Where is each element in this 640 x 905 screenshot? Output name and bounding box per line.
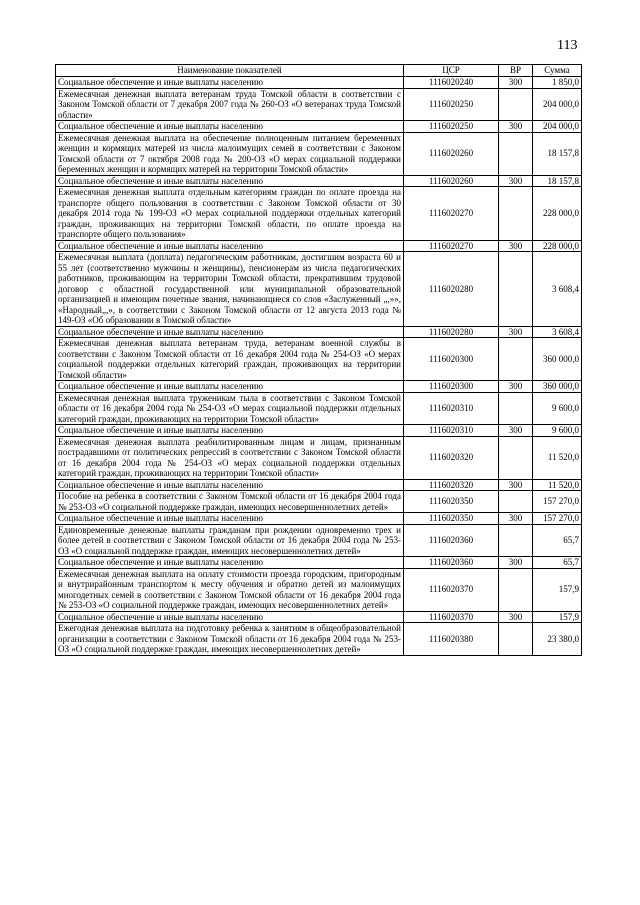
table-row (56, 175, 582, 187)
row-name: Социальное обеспечение и иные выплаты населению (56, 240, 404, 252)
row-vr (499, 491, 533, 513)
table-row (56, 252, 582, 327)
row-vr (499, 568, 533, 611)
row-csr: 1116020270 (404, 187, 499, 241)
row-vr: 300 (499, 121, 533, 133)
row-sum: 157 270,0 (533, 491, 582, 513)
row-csr: 1116020250 (404, 121, 499, 133)
row-csr: 1116020360 (404, 524, 499, 557)
table-row (56, 381, 582, 393)
row-sum: 9 600,0 (533, 425, 582, 437)
header-vr: ВР (499, 65, 533, 77)
row-csr: 1116020300 (404, 381, 499, 393)
table-row (56, 88, 582, 121)
row-name: Социальное обеспечение и иные выплаты населению (56, 77, 404, 89)
row-vr: 300 (499, 557, 533, 569)
row-name: Социальное обеспечение и иные выплаты населению (56, 121, 404, 133)
row-csr: 1116020280 (404, 326, 499, 338)
row-name: Социальное обеспечение и иные выплаты населению (56, 175, 404, 187)
row-csr: 1116020240 (404, 77, 499, 89)
row-name: Ежемесячная денежная выплата на оплату стоимости проезда городским, пригородным и внутрирайонным транспортом к месту обучения и обратно детей из малоимущих многодетных семей в соответствии с Законом Томской области от 16 декабря 2004 года № 253-ОЗ «О социальной поддержке граждан, имеющих несовершеннолетних детей» (56, 568, 404, 611)
row-sum: 157,9 (533, 611, 582, 623)
table-row (56, 436, 582, 479)
row-csr: 1116020280 (404, 252, 499, 327)
row-vr (499, 187, 533, 241)
row-vr (499, 338, 533, 381)
row-vr: 300 (499, 240, 533, 252)
row-vr: 300 (499, 513, 533, 525)
row-csr: 1116020310 (404, 425, 499, 437)
row-name: Социальное обеспечение и иные выплаты населению (56, 513, 404, 525)
row-csr: 1116020270 (404, 240, 499, 252)
row-sum: 11 520,0 (533, 479, 582, 491)
row-csr: 1116020360 (404, 557, 499, 569)
row-vr: 300 (499, 381, 533, 393)
row-sum: 204 000,0 (533, 88, 582, 121)
table-row (56, 479, 582, 491)
table-row (56, 121, 582, 133)
table-row (56, 187, 582, 241)
row-sum: 228 000,0 (533, 187, 582, 241)
table-row (56, 77, 582, 89)
row-sum: 18 157,8 (533, 175, 582, 187)
row-sum: 157,9 (533, 568, 582, 611)
row-sum: 3 608,4 (533, 326, 582, 338)
table-row (56, 568, 582, 611)
table-row (56, 557, 582, 569)
table-row (56, 513, 582, 525)
table-row (56, 425, 582, 437)
row-csr: 1116020350 (404, 491, 499, 513)
row-csr: 1116020250 (404, 88, 499, 121)
row-name: Социальное обеспечение и иные выплаты населению (56, 479, 404, 491)
row-csr: 1116020370 (404, 611, 499, 623)
row-sum: 18 157,8 (533, 132, 582, 175)
table-row (56, 524, 582, 557)
table-row (56, 611, 582, 623)
row-vr (499, 524, 533, 557)
header-name: Наименование показателей (56, 65, 404, 77)
row-csr: 1116020370 (404, 568, 499, 611)
table-row (56, 326, 582, 338)
row-vr: 300 (499, 425, 533, 437)
row-vr (499, 132, 533, 175)
row-name: Ежемесячная денежная выплата ветеранам труда, ветеранам военной службы в соответствии с Законом Томской области от 16 декабря 2004 года № 254-ОЗ «О мерах социальной поддержки отдельных категорий граждан, проживающих на территории Томской области» (56, 338, 404, 381)
row-name: Ежегодная денежная выплата на подготовку ребенка к занятиям в общеобразовательной организации в соответствии с Законом Томской области от 16 декабря 2004 года № 253-ОЗ «О социальной поддержке граждан, имеющих несовершеннолетних детей» (56, 623, 404, 656)
row-vr (499, 392, 533, 425)
row-name: Пособие на ребенка в соответствии с Законом Томской области от 16 декабря 2004 года № 253-ОЗ «О социальной поддержке граждан, имеющих несовершеннолетних детей» (56, 491, 404, 513)
row-csr: 1116020320 (404, 479, 499, 491)
row-name: Ежемесячная выплата (доплата) педагогическим работникам, достигшим возраста 60 и 55 лет (соответственно мужчины и женщины), пенсионерам из числа педагогических работников, проживающим на территории Томской области, прекратившим трудовой договор с областной государственной или муниципальной образовательной организацией и имеющим почетные звания, начинающиеся со слов «Заслуженный „,»», «Народный„,», в соответствии с Законом Томской области от 12 августа 2013 года № 149-ОЗ «Об образовании в Томской области» (56, 252, 404, 327)
budget-table (55, 64, 582, 656)
row-sum: 65,7 (533, 524, 582, 557)
row-vr (499, 436, 533, 479)
row-sum: 9 600,0 (533, 392, 582, 425)
row-name: Ежемесячная денежная выплата труженикам тыла в соответствии с Законом Томской области от 16 декабря 2004 года № 254-ОЗ «О мерах социальной поддержки отдельных категорий граждан, проживающих на территории Томской области» (56, 392, 404, 425)
row-sum: 23 380,0 (533, 623, 582, 656)
row-name: Социальное обеспечение и иные выплаты населению (56, 326, 404, 338)
row-sum: 157 270,0 (533, 513, 582, 525)
row-name: Социальное обеспечение и иные выплаты населению (56, 557, 404, 569)
header-csr: ЦСР (404, 65, 499, 77)
row-csr: 1116020320 (404, 436, 499, 479)
row-sum: 360 000,0 (533, 381, 582, 393)
row-sum: 65,7 (533, 557, 582, 569)
row-csr: 1116020260 (404, 132, 499, 175)
row-vr (499, 88, 533, 121)
row-vr: 300 (499, 326, 533, 338)
row-sum: 1 850,0 (533, 77, 582, 89)
row-csr: 1116020350 (404, 513, 499, 525)
row-name: Социальное обеспечение и иные выплаты населению (56, 425, 404, 437)
row-sum: 3 608,4 (533, 252, 582, 327)
row-name: Ежемесячная денежная выплата реабилитированным лицам и лицам, признанным пострадавшими от политических репрессий в соответствии с Законом Томской области от 16 декабря 2004 года № 254-ОЗ «О мерах социальной поддержки отдельных категорий граждан, проживающих на территории Томской области» (56, 436, 404, 479)
row-vr (499, 252, 533, 327)
row-name: Социальное обеспечение и иные выплаты населению (56, 611, 404, 623)
row-sum: 228 000,0 (533, 240, 582, 252)
table-row (56, 392, 582, 425)
table-row (56, 623, 582, 656)
row-name: Ежемесячная денежная выплата ветеранам труда Томской области в соответствии с Законом Томской области от 7 декабря 2007 года № 260-ОЗ «О ветеранах труда Томской области» (56, 88, 404, 121)
row-vr: 300 (499, 175, 533, 187)
row-sum: 204 000,0 (533, 121, 582, 133)
table-row (56, 132, 582, 175)
table-body (56, 77, 582, 656)
row-name: Ежемесячная денежная выплата отдельным категориям граждан по оплате проезда на транспорте общего пользования в соответствии с Законом Томской области от 30 декабря 2014 года № 199-ОЗ «О мерах социальной поддержки отдельных категорий граждан, проживающих на территории Томской области, по оплате проезда на транспорте общего пользования» (56, 187, 404, 241)
row-sum: 11 520,0 (533, 436, 582, 479)
table-header-row (56, 65, 582, 77)
row-csr: 1116020260 (404, 175, 499, 187)
row-vr: 300 (499, 611, 533, 623)
table-row (56, 491, 582, 513)
row-sum: 360 000,0 (533, 338, 582, 381)
table-row (56, 240, 582, 252)
row-csr: 1116020310 (404, 392, 499, 425)
header-sum: Сумма (533, 65, 582, 77)
row-csr: 1116020380 (404, 623, 499, 656)
table-row (56, 338, 582, 381)
row-vr: 300 (499, 77, 533, 89)
row-vr: 300 (499, 479, 533, 491)
page-number: 113 (557, 38, 578, 53)
row-name: Единовременные денежные выплаты гражданам при рождении одновременно трех и более детей в соответствии с Законом Томской области от 16 декабря 2004 года № 253-ОЗ «О социальной поддержке граждан, имеющих несовершеннолетних детей» (56, 524, 404, 557)
row-vr (499, 623, 533, 656)
row-name: Ежемесячная денежная выплата на обеспечение полноценным питанием беременных женщин и кормящих матерей из числа малоимущих семей в соответствии с Законом Томской области от 7 октября 2008 года № 200-ОЗ «О мерах социальной поддержки беременных женщин и кормящих матерей на территории Томской области» (56, 132, 404, 175)
row-name: Социальное обеспечение и иные выплаты населению (56, 381, 404, 393)
row-csr: 1116020300 (404, 338, 499, 381)
